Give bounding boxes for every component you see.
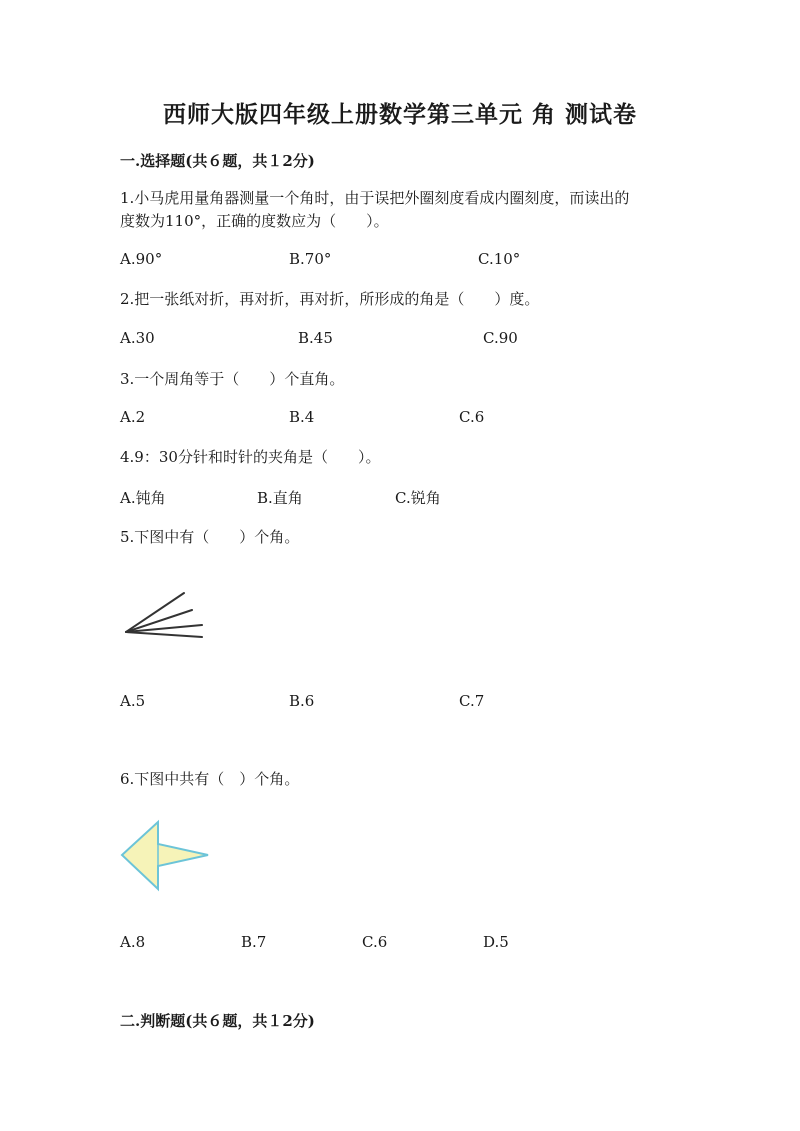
question-5-option-a: A.5 [120, 692, 146, 710]
question-6-text: 6.下图中共有（ ）个角。 [120, 770, 300, 788]
question-2-option-b: B.45 [298, 329, 333, 347]
question-1-text-line-2: 度数为110°，正确的度数应为（ ）。 [120, 212, 389, 230]
question-2-option-a: A.30 [120, 329, 155, 347]
question-3-option-c: C.6 [459, 408, 485, 426]
question-1-option-a: A.90° [120, 250, 163, 268]
arrow-shape [122, 822, 208, 889]
page-title: 西师大版四年级上册数学第三单元 角 测试卷 [162, 101, 637, 128]
question-5-option-c: C.7 [459, 692, 485, 710]
angle-ray-4 [126, 632, 202, 637]
angle-ray-1 [126, 593, 184, 632]
question-2-option-c: C.90 [483, 329, 518, 347]
question-6-option-d: D.5 [483, 933, 509, 951]
question-3-text: 3.一个周角等于（ ）个直角。 [120, 370, 345, 388]
question-4-text: 4.9：30分针和时针的夹角是（ ）。 [120, 448, 381, 466]
question-1-text-line-1: 1.小马虎用量角器测量一个角时，由于误把外圈刻度看成内圈刻度，而读出的 [120, 189, 630, 207]
question-2-text: 2.把一张纸对折，再对折，再对折，所形成的角是（ ）度。 [120, 290, 540, 308]
question-6-option-c: C.6 [362, 933, 388, 951]
question-3-option-a: A.2 [120, 408, 146, 426]
question-1-option-c: C.10° [478, 250, 521, 268]
section-heading-choice: 一.选择题(共６题，共１2分) [120, 152, 315, 170]
question-3-option-b: B.4 [289, 408, 315, 426]
question-4-option-a: A.钝角 [120, 489, 166, 507]
question-5-option-b: B.6 [289, 692, 315, 710]
question-6-option-b: B.7 [241, 933, 267, 951]
section-heading-judgement: 二.判断题(共６题，共１2分) [120, 1012, 315, 1030]
question-5-angle-figure [118, 580, 213, 645]
question-4-option-c: C.锐角 [395, 489, 441, 507]
question-4-option-b: B.直角 [257, 489, 303, 507]
question-1-option-b: B.70° [289, 250, 332, 268]
question-5-text: 5.下图中有（ ）个角。 [120, 528, 300, 546]
question-6-arrow-figure [118, 818, 213, 893]
question-6-option-a: A.8 [120, 933, 146, 951]
